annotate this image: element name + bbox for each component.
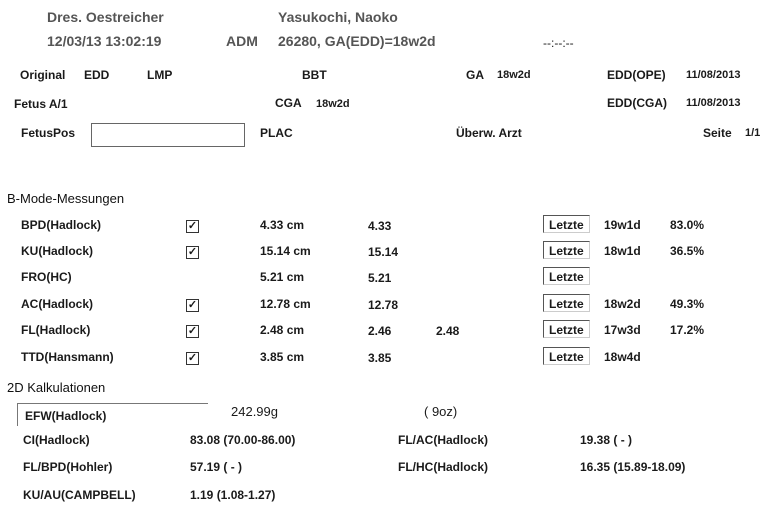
flhc-label: FL/HC(Hadlock) [398,460,488,474]
measurement-m1: 15.14 [368,245,399,259]
measurement-checkbox[interactable]: ✓ [187,246,198,258]
adm-label: ADM [226,33,258,49]
ga-label: GA [466,68,484,82]
measurement-ga: 18w1d [604,244,641,258]
measurement-name: TTD(Hansmann) [21,350,114,364]
fetuspos-label: FetusPos [21,126,76,140]
measurement-value: 15.14 cm [260,244,311,258]
letzte-button[interactable]: Letzte [543,347,590,365]
adm-value: 26280, GA(EDD)=18w2d [278,33,436,49]
edd-cga-label: EDD(CGA) [607,96,667,110]
letzte-button[interactable]: Letzte [543,320,590,338]
ga-value: 18w2d [497,69,531,81]
fetus-label: Fetus A/1 [14,97,68,111]
measurement-m1: 2.46 [368,324,392,338]
referrer-label: Überw. Arzt [456,126,522,140]
efw-oz: ( 9oz) [424,404,458,419]
measurement-value: 12.78 cm [260,297,311,311]
kuau-label: KU/AU(CAMPBELL) [23,488,136,502]
measurement-checkbox[interactable]: ✓ [187,299,198,311]
bbt-label: BBT [302,68,327,82]
original-label: Original [20,68,66,82]
edd-ope-label: EDD(OPE) [607,68,666,82]
kuau-value: 1.19 (1.08-1.27) [190,488,276,502]
measurement-name: FRO(HC) [21,270,72,284]
measurement-value: 3.85 cm [260,350,305,364]
flac-label: FL/AC(Hadlock) [398,433,488,447]
letzte-button[interactable]: Letzte [543,294,590,312]
exam-datetime: 12/03/13 13:02:19 [47,33,162,49]
measurement-checkbox[interactable]: ✓ [187,325,198,337]
measurement-m2: 2.48 [436,324,460,338]
page-value: 1/1 [745,127,761,139]
lmp-label: LMP [147,68,173,82]
measurement-m1: 4.33 [368,219,392,233]
measurement-ga: 18w4d [604,350,641,364]
edd-ope-value: 11/08/2013 [686,69,741,81]
measurement-checkbox[interactable]: ✓ [187,220,198,232]
measurement-ga: 18w2d [604,297,641,311]
measurement-name: BPD(Hadlock) [21,218,102,232]
fetuspos-input[interactable] [91,123,245,147]
cga-label: CGA [275,96,302,110]
cga-value: 18w2d [316,98,350,110]
letzte-button[interactable]: Letzte [543,267,590,285]
letzte-button[interactable]: Letzte [543,241,590,259]
measurement-percentile: 36.5% [670,244,705,258]
measurement-value: 4.33 cm [260,218,305,232]
flac-value: 19.38 ( - ) [580,433,633,447]
measurement-checkbox[interactable]: ✓ [187,352,198,364]
measurement-value: 2.48 cm [260,323,305,337]
edd-label: EDD [84,68,110,82]
flhc-value: 16.35 (15.89-18.09) [580,460,686,474]
ci-label: CI(Hadlock) [23,433,90,447]
measurement-value: 5.21 cm [260,270,305,284]
patient-name: Yasukochi, Naoko [278,9,398,25]
measurement-percentile: 17.2% [670,323,705,337]
flbpd-label: FL/BPD(Hohler) [23,460,113,474]
time-placeholder: --:--:-- [543,36,574,50]
measurement-ga: 17w3d [604,323,641,337]
plac-label: PLAC [260,126,293,140]
calc-section-title: 2D Kalkulationen [7,380,106,395]
measurement-m1: 12.78 [368,298,399,312]
measurement-m1: 3.85 [368,351,392,365]
edd-cga-value: 11/08/2013 [686,97,741,109]
measurement-name: AC(Hadlock) [21,297,94,311]
measurement-m1: 5.21 [368,271,392,285]
practice-name: Dres. Oestreicher [47,9,164,25]
efw-label: EFW(Hadlock) [25,409,107,423]
measurement-percentile: 49.3% [670,297,705,311]
measurement-name: KU(Hadlock) [21,244,94,258]
measurement-name: FL(Hadlock) [21,323,91,337]
letzte-button[interactable]: Letzte [543,215,590,233]
ci-value: 83.08 (70.00-86.00) [190,433,296,447]
page-label: Seite [703,126,732,140]
flbpd-value: 57.19 ( - ) [190,460,243,474]
efw-value: 242.99g [231,404,278,419]
measurement-percentile: 83.0% [670,218,705,232]
bmode-section-title: B-Mode-Messungen [7,191,125,206]
measurement-ga: 19w1d [604,218,641,232]
